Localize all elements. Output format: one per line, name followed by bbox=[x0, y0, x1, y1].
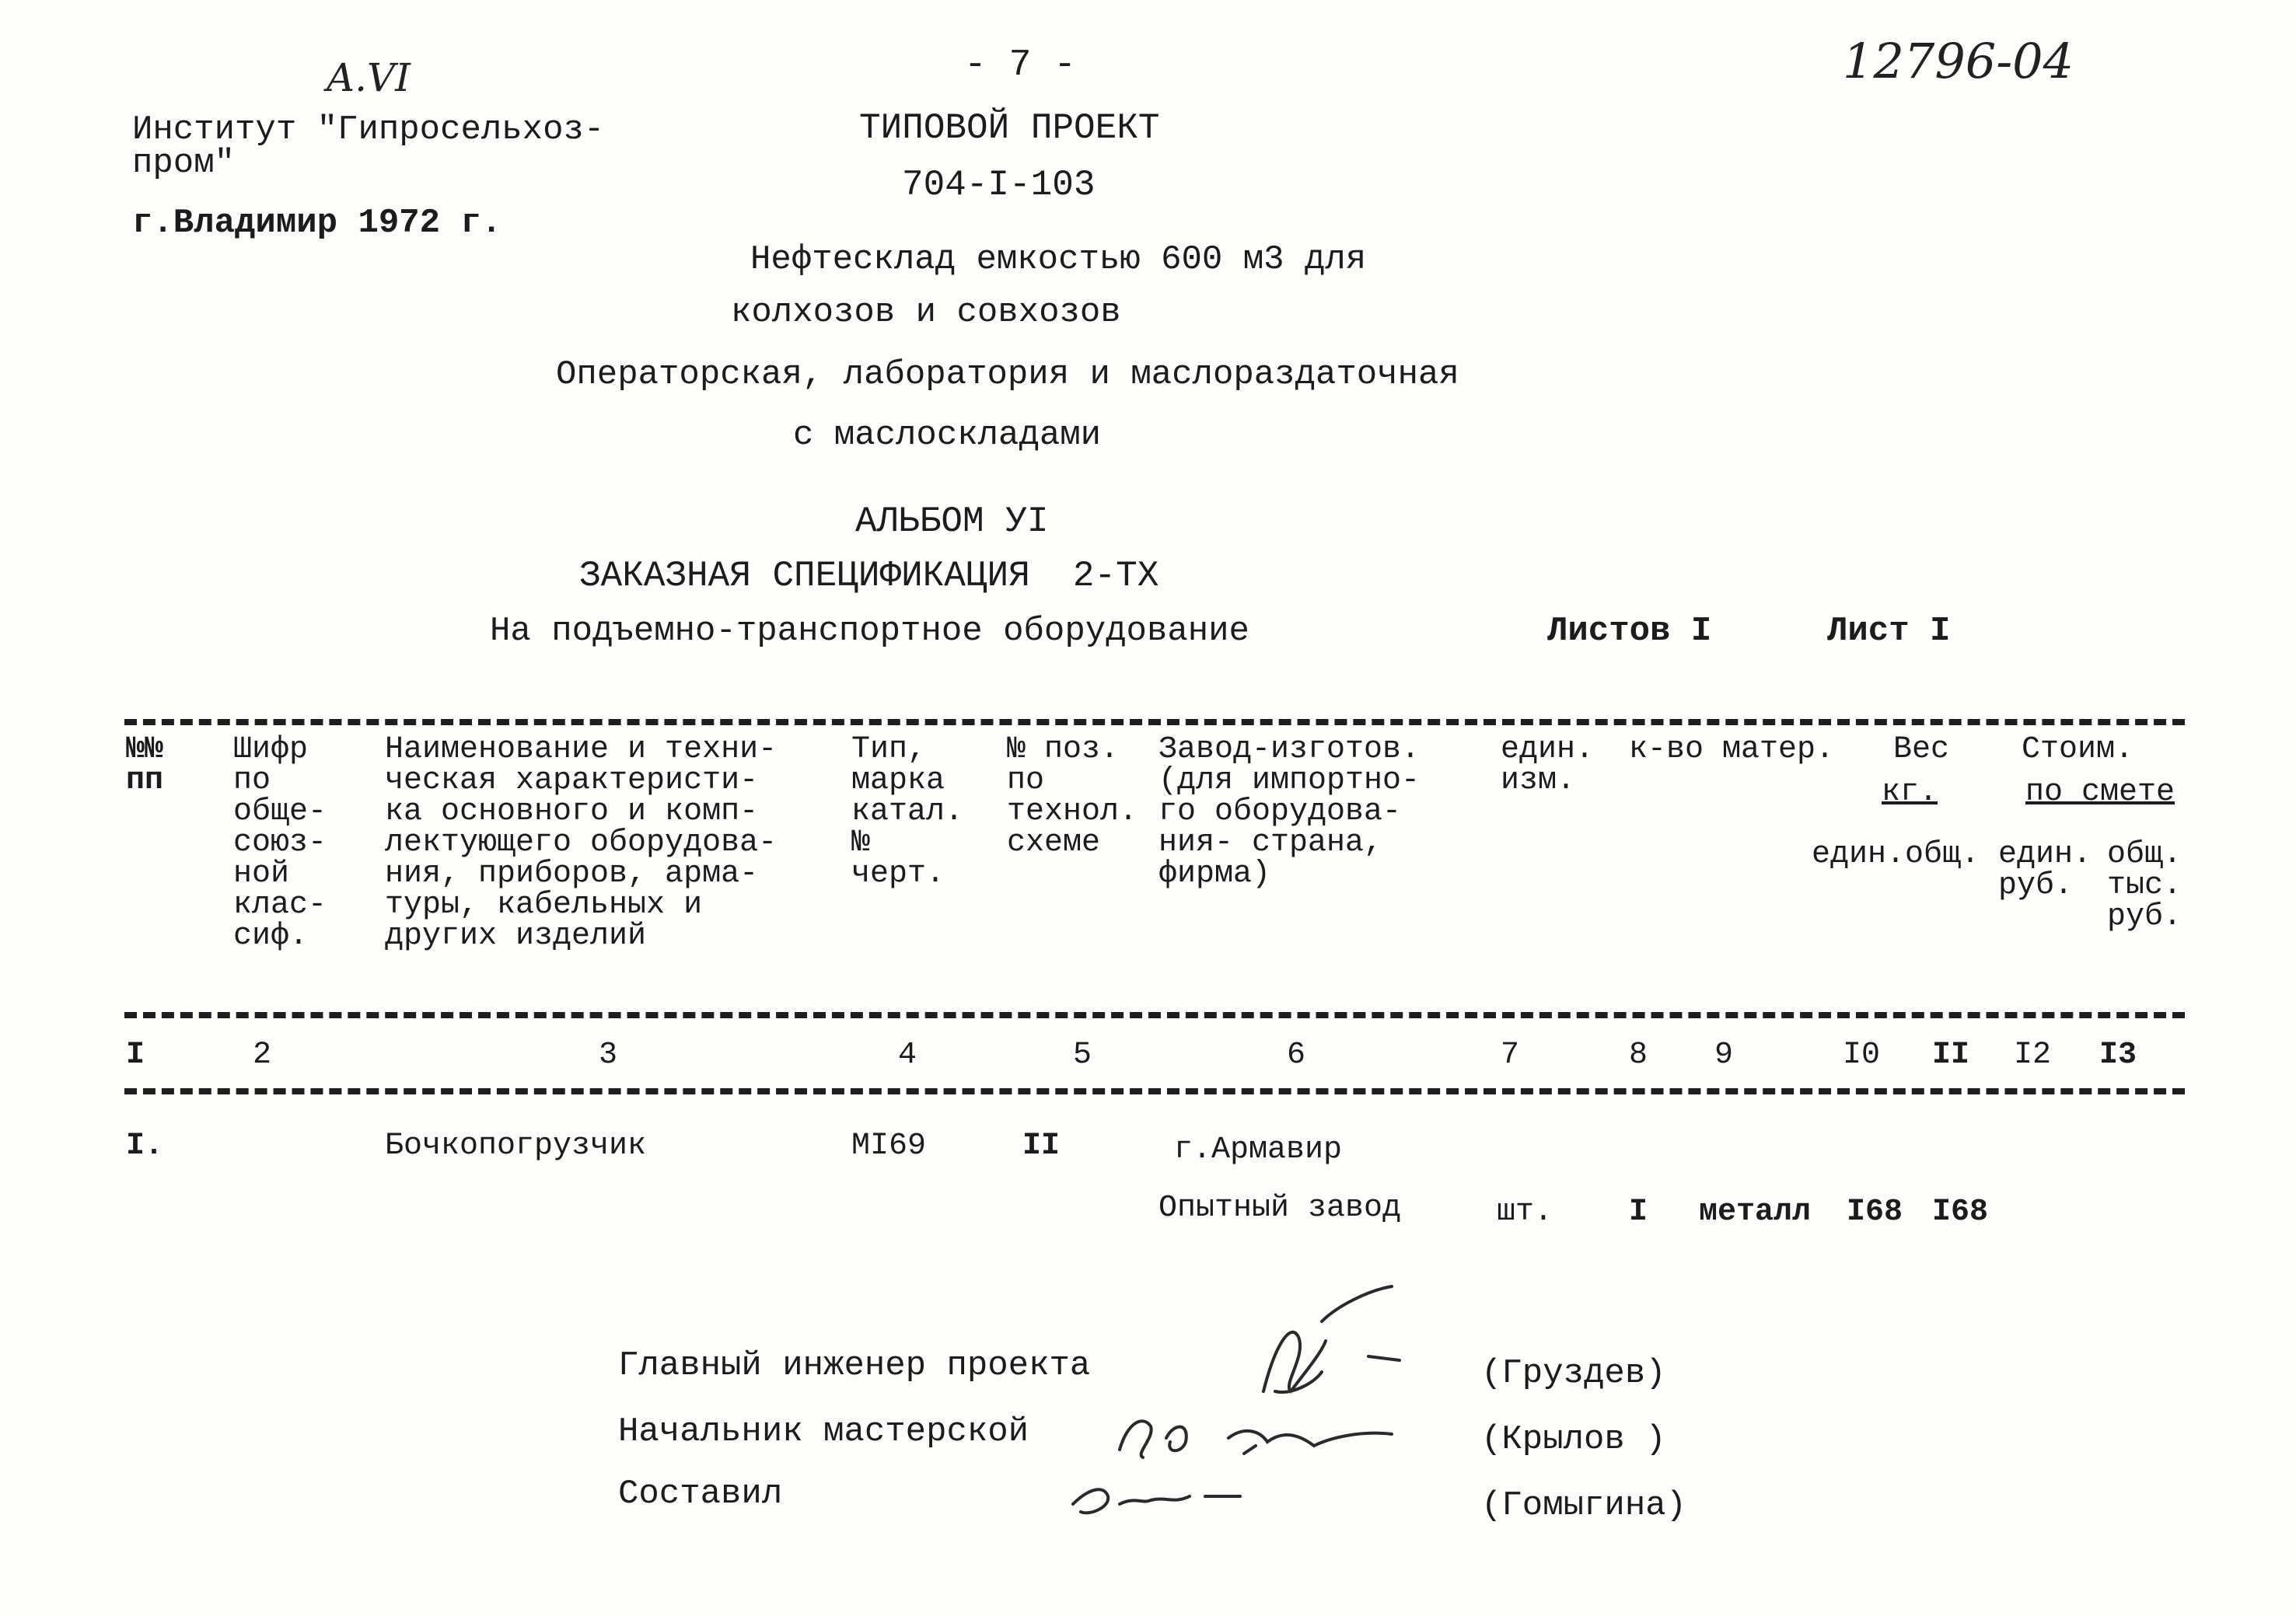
header-cost-unit-rub: един. руб. bbox=[1998, 837, 2092, 903]
row-maker-name: Опытный завод bbox=[1158, 1191, 1402, 1226]
column-number: II bbox=[1932, 1038, 1970, 1073]
column-number: 5 bbox=[1073, 1038, 1092, 1073]
table-rule-numbers-bottom bbox=[124, 1088, 2185, 1094]
row-unit: шт. bbox=[1497, 1195, 1553, 1230]
header-maker: Завод-изготов. (для импортно- го оборудова- ния- страна, фирма) bbox=[1158, 732, 1421, 892]
signature-role-workshop-head: Начальник мастерской bbox=[618, 1412, 1029, 1451]
institute-line2: пром" bbox=[132, 144, 236, 183]
table-rule-top bbox=[124, 719, 2185, 725]
row-number: I. bbox=[126, 1129, 164, 1164]
column-number: 6 bbox=[1287, 1038, 1306, 1073]
row-name: Бочкопогрузчик bbox=[385, 1129, 647, 1164]
signature-role-compiler: Составил bbox=[618, 1475, 783, 1513]
column-number: 4 bbox=[898, 1038, 917, 1073]
row-weight-unit: I68 bbox=[1847, 1195, 1903, 1230]
project-type: ТИПОВОЙ ПРОЕКТ bbox=[859, 108, 1160, 148]
signature-mark-chief-engineer bbox=[1263, 1286, 1400, 1392]
header-weight-unit: кг. bbox=[1882, 775, 1938, 810]
subject-line2: колхозов и совхозов bbox=[731, 293, 1121, 332]
subject-line3: Операторская, лаборатория и маслораздаточная bbox=[556, 355, 1459, 394]
spec-subtitle: На подъемно-транспортное оборудование bbox=[490, 612, 1249, 651]
signature-role-chief-engineer: Главный инженер проекта bbox=[618, 1346, 1091, 1385]
header-number: №№ пп bbox=[126, 732, 164, 798]
signature-name-compiler: (Гомыгина) bbox=[1481, 1486, 1687, 1525]
header-weight: Вес bbox=[1893, 732, 1950, 767]
album-mark: A.VI bbox=[327, 55, 411, 100]
column-number: 7 bbox=[1501, 1038, 1520, 1073]
signature-name-chief-engineer: (Груздев) bbox=[1481, 1354, 1666, 1393]
column-number: I0 bbox=[1843, 1038, 1881, 1073]
column-number: I bbox=[126, 1038, 145, 1073]
subject-line1: Нефтесклад емкостью 600 м3 для bbox=[750, 240, 1367, 279]
header-weight-split: един.общ. bbox=[1812, 837, 1980, 872]
table-rule-header-bottom bbox=[124, 1012, 2185, 1018]
sheets-total: Листов I bbox=[1547, 612, 1712, 651]
header-cost: Стоим. bbox=[2022, 732, 2134, 767]
column-number: I2 bbox=[2014, 1038, 2052, 1073]
column-number: 8 bbox=[1629, 1038, 1648, 1073]
header-code: Шифр по обще- союз- ной клас- сиф. bbox=[233, 732, 327, 954]
signature-mark-workshop-head bbox=[1120, 1421, 1392, 1457]
subject-line4: с маслоскладами bbox=[793, 416, 1102, 455]
header-name: Наименование и техни- ческая характеристи- ка основного и комп- лектующего оборудова- ния, приборов, арма- туры, кабельных и других изделий bbox=[385, 732, 778, 954]
row-type: МI69 bbox=[851, 1129, 927, 1164]
spec-title: ЗАКАЗНАЯ СПЕЦИФИКАЦИЯ 2-ТХ bbox=[579, 556, 1159, 596]
row-weight-total: I68 bbox=[1932, 1195, 1989, 1230]
page-number: - 7 - bbox=[964, 44, 1077, 86]
sheet-current: Лист I bbox=[1827, 612, 1951, 651]
header-cost-total-rub: общ. тыс. руб. bbox=[2107, 837, 2182, 934]
column-number: I3 bbox=[2099, 1038, 2137, 1073]
header-type: Тип, марка катал. № черт. bbox=[851, 732, 964, 892]
institute-city-year: г.Владимир 1972 г. bbox=[132, 204, 502, 243]
header-cost-unit: по смете bbox=[2025, 775, 2175, 810]
row-quantity: I bbox=[1629, 1195, 1648, 1230]
header-qty-material: к-во матер. bbox=[1629, 732, 1835, 767]
row-material: металл bbox=[1699, 1195, 1812, 1230]
album-title: АЛЬБОМ УI bbox=[855, 501, 1049, 542]
header-unit: един. изм. bbox=[1501, 732, 1595, 798]
institute-line1: Институт "Гипросельхоз- bbox=[132, 110, 605, 149]
column-number: 9 bbox=[1714, 1038, 1734, 1073]
archive-number: 12796-04 bbox=[1843, 33, 2074, 89]
header-position: № поз. по технол. схеме bbox=[1007, 732, 1138, 860]
project-number: 704-I-103 bbox=[902, 165, 1096, 205]
signature-mark-compiler bbox=[1073, 1489, 1240, 1513]
column-number: 2 bbox=[253, 1038, 272, 1073]
signature-name-workshop-head: (Крылов ) bbox=[1481, 1420, 1666, 1459]
column-number: 3 bbox=[599, 1038, 618, 1073]
row-maker-city: г.Армавир bbox=[1174, 1133, 1343, 1167]
row-position: II bbox=[1022, 1129, 1061, 1164]
